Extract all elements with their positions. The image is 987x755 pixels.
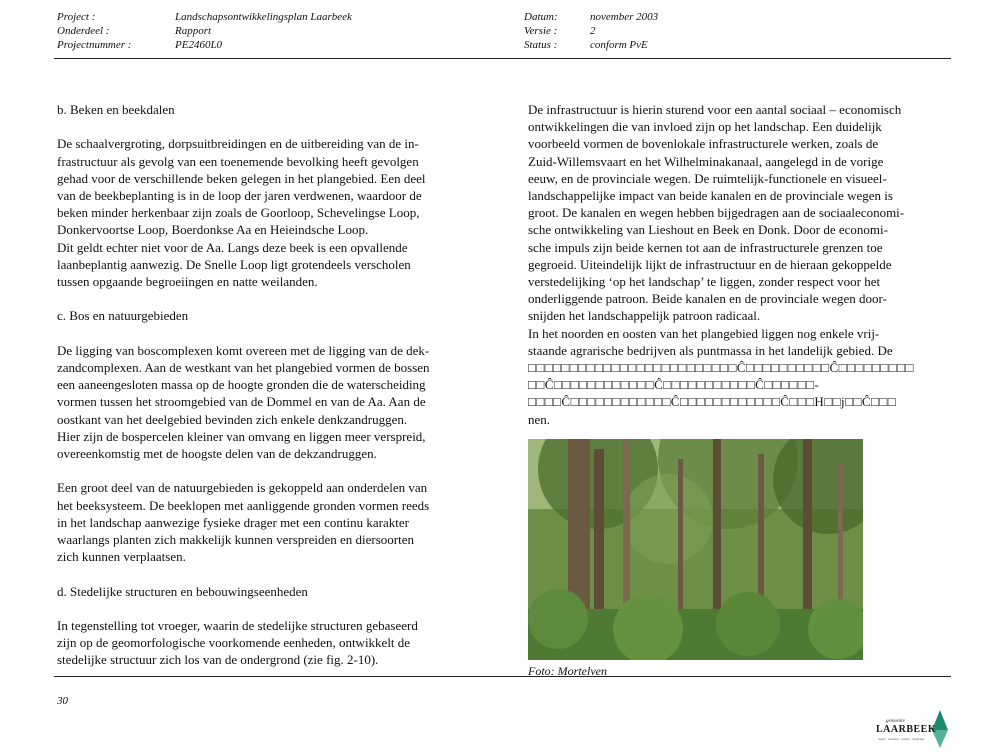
header-label: Status : [524, 39, 558, 51]
text-line: c. Bos en natuurgebieden [57, 308, 189, 324]
paragraph-gap [57, 462, 487, 479]
text-line: Een groot deel van de natuurgebieden is gekoppeld aan onderdelen van [57, 480, 428, 496]
text-line: verstedelijking ‘op het landschap’ te liggen, zonder respect voor het [528, 274, 881, 290]
right-column [528, 101, 953, 428]
logo-name: LAARBEEK [876, 724, 937, 735]
text-line: tussen opgaande begroeiingen en natte weilanden. [57, 274, 318, 290]
header-values-right [590, 10, 658, 52]
laarbeek-logo [868, 708, 954, 750]
section-name: Rapport [175, 25, 212, 37]
paragraph-gap [57, 600, 487, 617]
photo-caption: Foto: Mortelven [528, 664, 607, 678]
header-rule [54, 58, 951, 59]
text-line: een aaneengesloten massa op de hoogte gronden die de waterscheiding [57, 377, 426, 393]
document-date: november 2003 [590, 11, 659, 23]
text-line: zandcomplexen. Aan de westkant van het plangebied vormen de bossen [57, 360, 430, 375]
text-line: Donkervoortse Loop, Boerdonkse Aa en Heieindsche Loop. [57, 222, 369, 238]
logo-tagline: natuur · kwaliteit · cultuur · landschap [878, 737, 925, 741]
text-line: sche ontwikkeling van Lieshout en Beek en Donk. Door de economi- [528, 222, 888, 238]
paragraph-gap [57, 290, 487, 307]
text-line: zich kunnen verplaatsen. [57, 549, 186, 565]
text-line: □□Ĉ□□□□□□□□□□□□Ĉ□□□□□□□□□□□Ĉ□□□□□□- [528, 377, 820, 393]
text-line: Zuid-Willemsvaart en het Wilhelminakanaal, aangelegd in de vorige [528, 153, 884, 169]
text-line: voorbeeld vormen de bovenlokale infrastructurele werken, zoals de [528, 136, 879, 152]
paragraph-gap [57, 118, 487, 135]
text-line: b. Beken en beekdalen [57, 102, 175, 117]
text-line: stedelijke structuur zich los van de ondergrond (zie fig. 2-10). [57, 652, 379, 668]
text-line: gegroeid. Uiteindelijk lijkt de infrastructuur en de hieraan gekoppelde [528, 256, 892, 272]
header-values-left [175, 10, 352, 52]
page-number: 30 [57, 695, 68, 707]
paragraph-gap [57, 565, 487, 582]
text-line: nen. [528, 411, 551, 427]
text-line: De ligging van boscomplexen komt overeen met de ligging van de dek- [57, 342, 430, 358]
text-line: eeuw, en de provinciale wegen. De ruimtelijk-functionele en visueel- [528, 170, 887, 186]
text-line: overeenkomstig met de hoogste delen van de dekzandruggen. [57, 446, 377, 462]
project-name: Landschapsontwikkelingsplan Laarbeek [175, 11, 352, 23]
text-line: beken minder herkenbaar zijn zoals de Goorloop, Schevelingse Loop, [57, 205, 420, 221]
document-version: 2 [590, 25, 596, 37]
header-label: Datum: [524, 11, 558, 23]
left-column [57, 101, 487, 669]
text-line: zijn op de geomorfologische voorkomende eenheden, ontwikkelt de [57, 635, 411, 651]
text-line: □□□□Ĉ□□□□□□□□□□□□Ĉ□□□□□□□□□□□□Ĉ□□□H□□j□□Ĉ□□□ [528, 394, 897, 410]
document-status: conform PvE [590, 39, 648, 51]
text-line: sche impuls zijn beide kernen tot aan de infrastructurele grenzen toe [528, 239, 883, 255]
text-line: in het landschap aanwezige fysieke drager met een continu karakter [57, 514, 409, 530]
header-labels-right [524, 10, 558, 52]
text-line: waarlangs planten zich makkelijk kunnen verspreiden en diersoorten [57, 532, 415, 548]
header-label: Project : [57, 11, 96, 23]
header-labels-left [57, 10, 131, 52]
text-line: frastructuur als gevolg van een toenemende bevolking heeft gevolgen [57, 153, 419, 169]
text-line: In het noorden en oosten van het plangebied liggen nog enkele vrij- [528, 325, 880, 341]
footer-rule [54, 676, 951, 677]
forest-photo [528, 439, 863, 660]
text-line: □□□□□□□□□□□□□□□□□□□□□□□□□Ĉ□□□□□□□□□□Ĉ□□□□□□□□□ [528, 360, 914, 376]
paragraph-gap [57, 325, 487, 342]
text-line: snijden het landschappelijk patroon radicaal. [528, 308, 761, 324]
logo-top: gemeente [886, 719, 905, 724]
forest-illustration [528, 439, 863, 660]
header-label: Onderdeel : [57, 25, 110, 37]
header-label: Projectnummer : [57, 39, 132, 51]
text-line: gehad voor de verschillende beken gelegen in het plangebied. Een deel [57, 170, 426, 186]
text-line: laanbeplantig aanwezig. De Snelle Loop ligt grotendeels verscholen [57, 256, 411, 272]
text-line: groot. De kanalen en wegen hebben bijgedragen aan de sociaaleconomi- [528, 205, 905, 221]
text-line: De infrastructuur is hierin sturend voor een aantal sociaal – economisch [528, 102, 902, 117]
text-line: Hier zijn de bospercelen kleiner van omvang en liggen meer verspreid, [57, 428, 426, 444]
text-line: onderliggende patroon. Beide kanalen en de provinciale wegen door- [528, 291, 887, 307]
logo-mark [868, 708, 954, 750]
text-line: Dit geldt echter niet voor de Aa. Langs deze beek is een opvallende [57, 239, 408, 255]
project-number: PE2460L0 [175, 39, 223, 51]
text-line: staande agrarische bedrijven als puntmassa in het landelijk gebied. De [528, 342, 893, 358]
text-line: De schaalvergroting, dorpsuitbreidingen en de uitbereiding van de in- [57, 136, 419, 152]
text-line: het beeksysteem. De beeklopen met aanliggende gronden vormen reeds [57, 497, 430, 513]
text-line: vormen tussen het stroomgebied van de Dommel en van de Aa. Aan de [57, 394, 426, 410]
header-label: Versie : [524, 25, 558, 37]
text-line: In tegenstelling tot vroeger, waarin de stedelijke structuren gebaseerd [57, 618, 418, 633]
text-line: d. Stedelijke structuren en bebouwingseenheden [57, 583, 308, 599]
text-line: landschappelijke impact van beide kanalen en de provinciale wegen is [528, 188, 893, 204]
text-line: van de beekbeplanting is in de loop der jaren verdwenen, waardoor de [57, 188, 422, 203]
text-line: oostkant van het deelgebied bevinden zich enkele denkzandruggen. [57, 411, 408, 427]
text-line: ontwikkelingen die van invloed zijn op het landschap. Een duidelijk [528, 119, 882, 135]
